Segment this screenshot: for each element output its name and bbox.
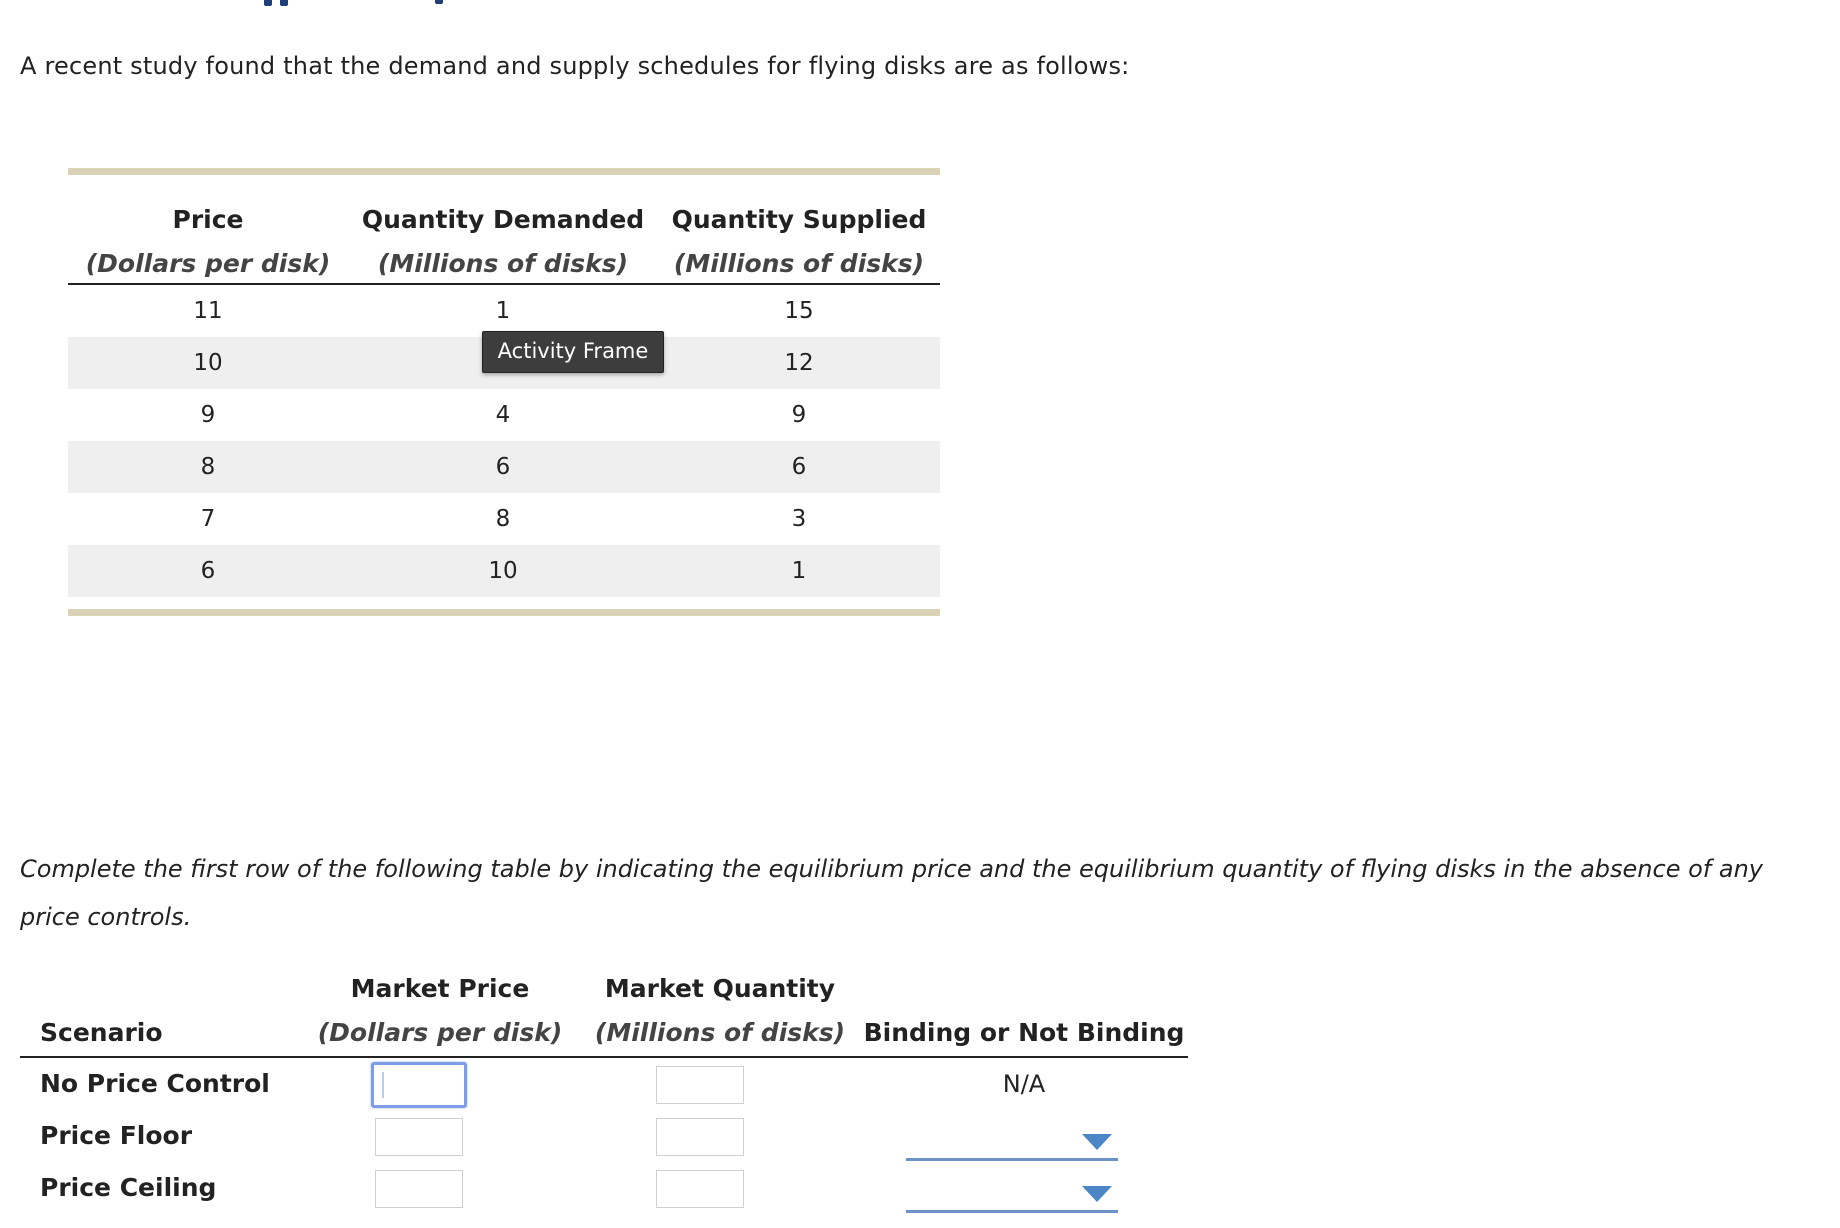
answer-table <box>20 970 1188 1214</box>
header-unit: (Millions of disks) <box>594 1018 846 1047</box>
header-title: Binding or Not Binding <box>863 1018 1185 1047</box>
market-price-input[interactable] <box>375 1118 463 1156</box>
market-price-input[interactable] <box>375 1170 463 1208</box>
market-quantity-input[interactable] <box>656 1066 744 1104</box>
instruction-text: Complete the first row of the following table by indicating the equilibrium price and the equilibrium quantity of flying disks in the absence of any price controls. <box>20 855 1763 931</box>
header-unit: (Millions of disks) <box>377 249 629 278</box>
market-price-input[interactable] <box>371 1062 467 1108</box>
header-binding <box>860 970 1188 1056</box>
header-title: Scenario <box>40 1018 163 1047</box>
header-title: Quantity Supplied <box>671 205 927 234</box>
answer-row-no-price-control <box>20 1058 1188 1110</box>
table-row <box>68 285 940 337</box>
header-title: Price <box>172 205 244 234</box>
quantity-demanded-cell: 4 <box>495 402 511 428</box>
scenario-label: Price Floor <box>40 1121 193 1150</box>
header-price <box>68 175 348 283</box>
header-fragment-mark <box>264 0 272 6</box>
price-cell: 11 <box>193 298 223 324</box>
quantity-demanded-cell: 8 <box>495 506 511 532</box>
quantity-supplied-cell: 6 <box>791 454 807 480</box>
price-cell: 7 <box>200 506 216 532</box>
table-spacer <box>68 597 940 609</box>
answer-row-price-ceiling <box>20 1162 1188 1214</box>
market-quantity-input[interactable] <box>656 1118 744 1156</box>
header-quantity-supplied <box>658 175 940 283</box>
header-quantity-demanded <box>348 175 658 283</box>
quantity-supplied-cell: 1 <box>791 558 807 584</box>
header-fragment-mark <box>280 0 288 6</box>
quantity-demanded-cell: 10 <box>488 558 518 584</box>
header-market-quantity <box>580 970 860 1056</box>
triangle-down-icon <box>1082 1186 1112 1202</box>
quantity-supplied-cell: 3 <box>791 506 807 532</box>
header-unit: (Millions of disks) <box>673 249 925 278</box>
header-fragment <box>200 0 480 8</box>
market-quantity-input[interactable] <box>656 1170 744 1208</box>
text-cursor <box>382 1072 384 1098</box>
binding-dropdown[interactable] <box>906 1170 1118 1213</box>
table-row <box>68 389 940 441</box>
answer-header <box>20 970 1188 1058</box>
header-title: Market Price <box>350 974 530 1003</box>
quantity-supplied-cell: 15 <box>784 298 814 324</box>
schedule-header <box>68 175 940 285</box>
price-cell: 10 <box>193 350 223 376</box>
price-cell: 9 <box>200 402 216 428</box>
header-title: Market Quantity <box>604 974 836 1003</box>
quantity-demanded-cell: 1 <box>495 298 511 324</box>
triangle-down-icon <box>1082 1134 1112 1150</box>
price-cell: 6 <box>200 558 216 584</box>
header-scenario <box>20 970 300 1056</box>
table-row <box>68 545 940 597</box>
quantity-supplied-cell: 9 <box>791 402 807 428</box>
header-unit: (Dollars per disk) <box>85 249 331 278</box>
binding-value: N/A <box>1002 1070 1046 1098</box>
intro-text: A recent study found that the demand and supply schedules for flying disks are as follows: <box>20 52 1130 80</box>
header-market-price <box>300 970 580 1056</box>
scenario-label: No Price Control <box>40 1069 270 1098</box>
table-top-rule <box>68 168 940 175</box>
table-row <box>68 441 940 493</box>
header-fragment-mark <box>435 0 443 4</box>
activity-frame-tooltip: Activity Frame <box>482 331 664 373</box>
header-unit: (Dollars per disk) <box>317 1018 563 1047</box>
table-row <box>68 493 940 545</box>
header-title: Quantity Demanded <box>361 205 645 234</box>
quantity-supplied-cell: 12 <box>784 350 814 376</box>
table-bottom-rule <box>68 609 940 616</box>
price-cell: 8 <box>200 454 216 480</box>
quantity-demanded-cell: 6 <box>495 454 511 480</box>
scenario-label: Price Ceiling <box>40 1173 217 1202</box>
answer-row-price-floor <box>20 1110 1188 1162</box>
schedule-table <box>68 168 940 616</box>
binding-dropdown[interactable] <box>906 1118 1118 1161</box>
